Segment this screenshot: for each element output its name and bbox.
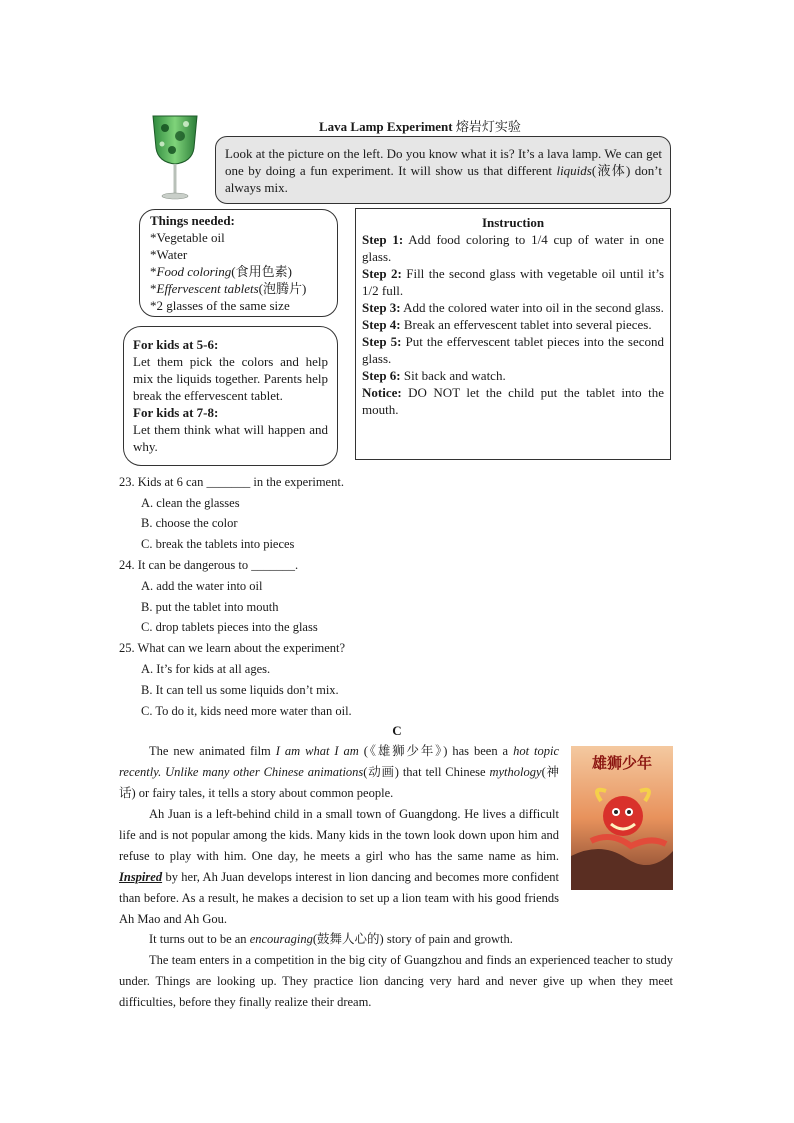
option: C. drop tablets pieces into the glass [141,620,318,634]
instruction-step: Step 1: Add food coloring to 1/4 cup of water in one glass. [362,232,664,264]
question-24: 24. It can be dangerous to _______. [119,558,299,572]
movie-poster-image [571,746,673,890]
lava-lamp-glass-image [150,114,200,200]
things-needed-box [139,209,338,317]
instruction-step: Step 4: Break an effervescent tablet into several pieces. [362,317,652,332]
kids-7-8-heading: For kids at 7-8: [133,405,219,420]
instruction-notice: Notice: DO NOT let the child put the tablet into the mouth. [362,385,664,417]
experiment-title: Lava Lamp Experiment 熔岩灯实验 [319,119,521,134]
kids-5-6-heading: For kids at 5-6: [133,337,219,352]
list-item: *Food coloring(食用色素) [150,264,292,279]
story-paragraph-2: Ah Juan is a left-behind child in a small town of Guangdong. He lives a difficult life and is not popular among the kids. Many kids in the town look down upon him and refuse to play with him. One day, he meets a girl who has the same name as him. Inspired by her, Ah Juan develops interest in lion dancing and becomes more confident than before. As a result, he makes a decision to set up a lion team with his good friends Ah Mao and Ah Gou. [119,807,559,926]
instruction-step: Step 5: Put the effervescent tablet pieces into the second glass. [362,334,664,366]
list-item: *Effervescent tablets(泡腾片) [150,281,307,296]
instruction-box [355,208,671,460]
question-25: 25. What can we learn about the experiment? [119,641,346,655]
story-paragraph-3: It turns out to be an encouraging(鼓舞人心的) story of pain and growth. [149,932,513,946]
things-needed-heading: Things needed: [150,213,235,228]
poster-title: 雄狮少年 [591,754,653,772]
instruction-step: Step 6: Sit back and watch. [362,368,506,383]
story-paragraph-1: The new animated film I am what I am (《雄狮少年》) has been a hot topic recently. Unlike many other Chinese animations(动画) that tell Chinese mythology(神话) or fairy tales, it tells a story about common people. [119,744,559,800]
instruction-step: Step 2: Fill the second glass with vegetable oil until it’s 1/2 full. [362,266,664,298]
instruction-heading: Instruction [481,215,545,230]
option: C. break the tablets into pieces [141,537,295,551]
option: B. put the tablet into mouth [141,600,279,614]
option: C. To do it, kids need more water than oil. [141,704,352,718]
list-item: *2 glasses of the same size [150,298,290,313]
intro-box: Look at the picture on the left. Do you know what it is? It’s a lava lamp. We can get one by doing a fun experiment. It will show us that different liquids(液体) don’t always mix. [215,136,671,204]
kids-age-box [123,326,338,466]
kids-7-8-text: Let them think what will happen and why. [133,422,328,454]
story-paragraph-4: The team enters in a competition in the big city of Guangzhou and finds an experienced teacher to study under. Things are looking up. They practice lion dancing very hard and never give up when they meet difficulties, before they finally realize their dream. [119,953,673,1009]
list-item: *Water [150,247,188,262]
option: A. It’s for kids at all ages. [141,662,271,676]
option: A. clean the glasses [141,496,240,510]
instruction-step: Step 3: Add the colored water into oil in the second glass. [362,300,664,315]
question-23: 23. Kids at 6 can _______ in the experiment. [119,475,344,489]
option: B. choose the color [141,516,238,530]
section-c-label: C [392,723,402,738]
list-item: *Vegetable oil [150,230,225,245]
option: B. It can tell us some liquids don’t mix. [141,683,339,697]
kids-5-6-text: Let them pick the colors and help mix the liquids together. Parents help break the effervescent tablet. [133,354,328,403]
option: A. add the water into oil [141,579,263,593]
